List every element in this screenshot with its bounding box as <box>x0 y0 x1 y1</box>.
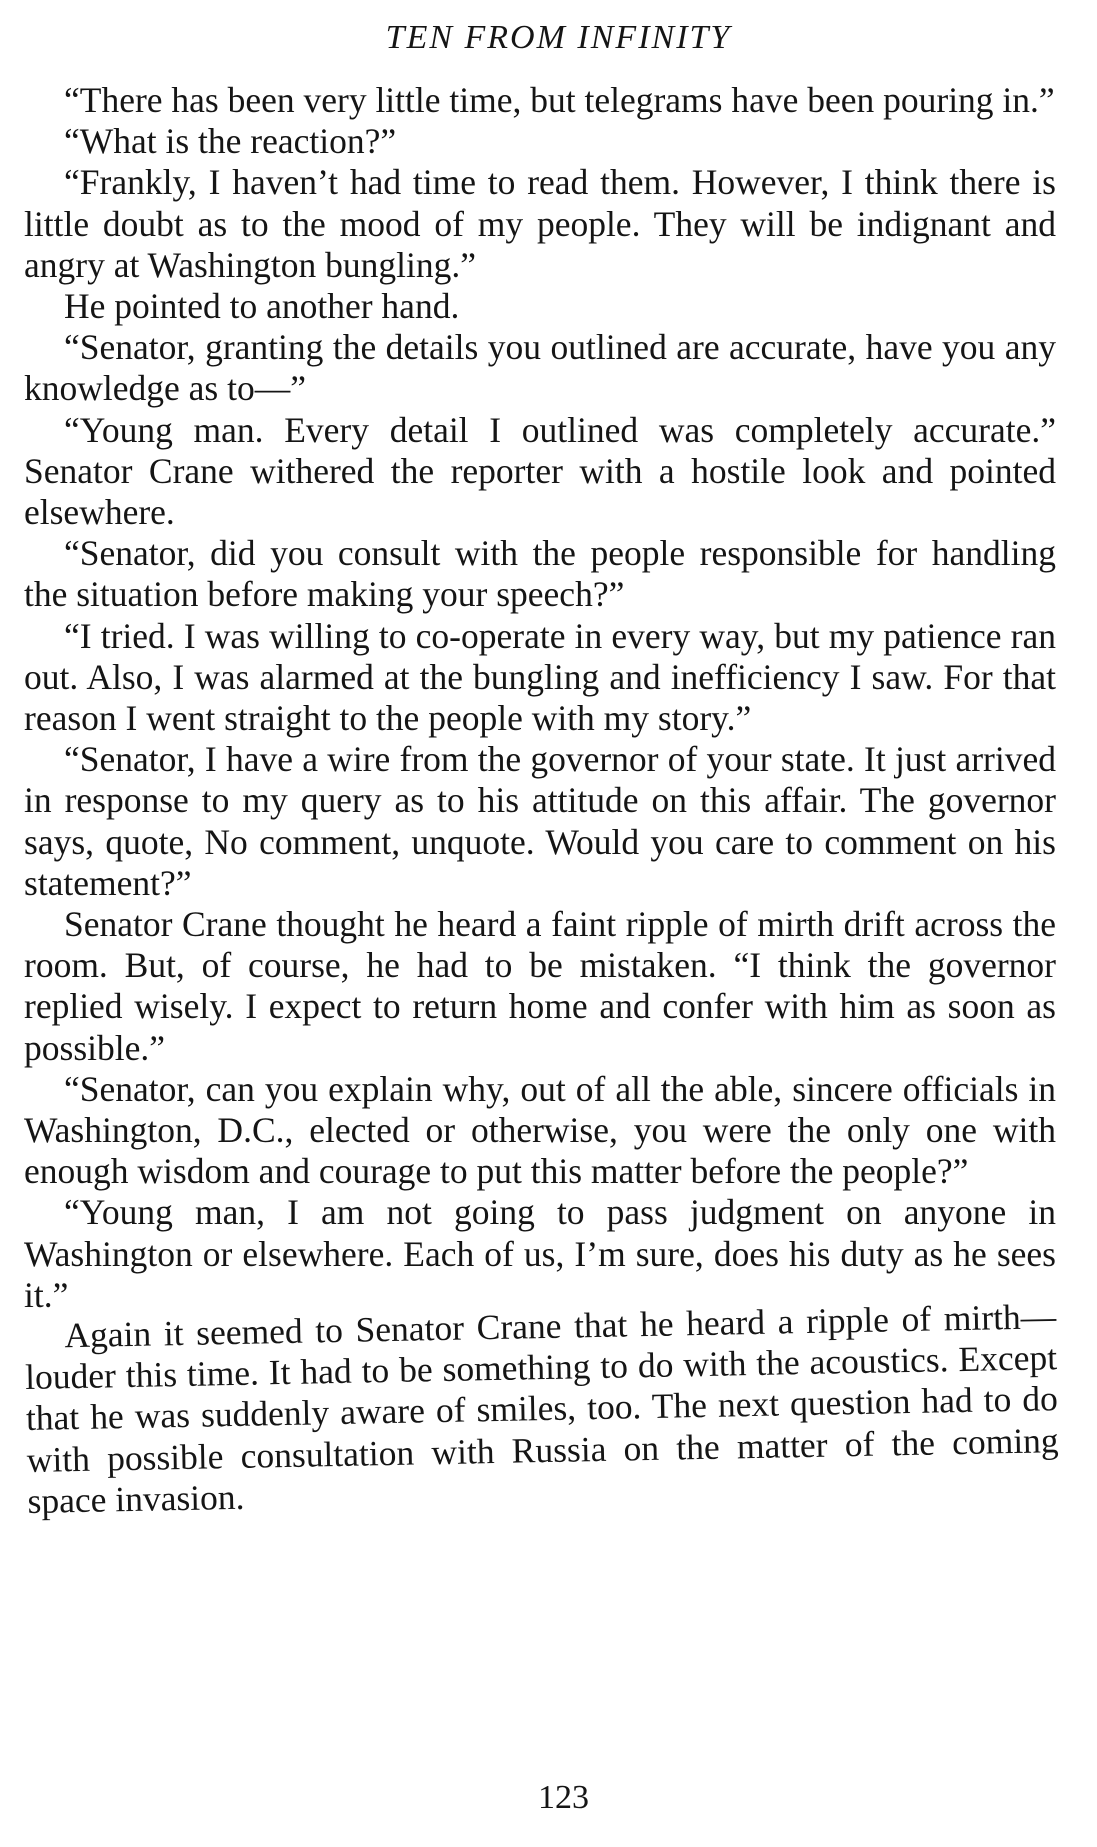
body-text <box>24 80 1059 1522</box>
paragraph-4: He pointed to another hand. <box>64 286 460 327</box>
paragraph-6: “Young man. Every detail I outlined was completely accurate.” Senator Crane withered the reporter with a hostile look and pointed elsewhere. <box>24 409 1056 533</box>
paragraph-9: “Senator, I have a wire from the governor of your state. It just arrived in response to my query as to his attitude on this affair. The governor says, quote, No comment, unquote. Would you care to comment on his statement?” <box>24 739 1056 903</box>
paragraph-7: “Senator, did you consult with the people responsible for handling the situation before making your speech?” <box>24 533 1056 615</box>
paragraph-8: “I tried. I was willing to co-operate in every way, but my patience ran out. Also, I was alarmed at the bungling and inefficiency I saw. For that reason I went straight to the people with my story.” <box>24 615 1056 739</box>
paragraph-12: “Young man, I am not going to pass judgment on anyone in Washington or elsewhere. Each of us, I’m sure, does his duty as he sees it.” <box>24 1192 1056 1315</box>
running-head: TEN FROM INFINITY <box>385 19 732 56</box>
page-number: 123 <box>538 1779 589 1816</box>
paragraph-1: “There has been very little time, but telegrams have been pouring in.” <box>64 80 1055 120</box>
paragraph-13: Again it seemed to Senator Crane that he heard a ripple of mirth—louder this time. It had to be something to do with the acoustics. Except that he was suddenly aware of smiles, too. The next question had to do with possible consultation with Russia on the matter of the coming space invasion. <box>24 1296 1059 1521</box>
paragraph-10: Senator Crane thought he heard a faint ripple of mirth drift across the room. But, of course, he had to be mistaken. “I think the governor replied wisely. I expect to return home and confer with him as soon as possible.” <box>24 904 1056 1068</box>
paragraph-5: “Senator, granting the details you outlined are accurate, have you any knowledge as to—” <box>24 327 1056 409</box>
paragraph-3: “Frankly, I haven’t had time to read them. However, I think there is little doubt as to the mood of my people. They will be indignant and angry at Washington bungling.” <box>24 162 1056 285</box>
paragraph-11: “Senator, can you explain why, out of all the able, sincere officials in Washington, D.C., elected or otherwise, you were the only one with enough wisdom and courage to put this matter before the people?” <box>24 1068 1056 1192</box>
paragraph-2: “What is the reaction?” <box>64 121 397 162</box>
